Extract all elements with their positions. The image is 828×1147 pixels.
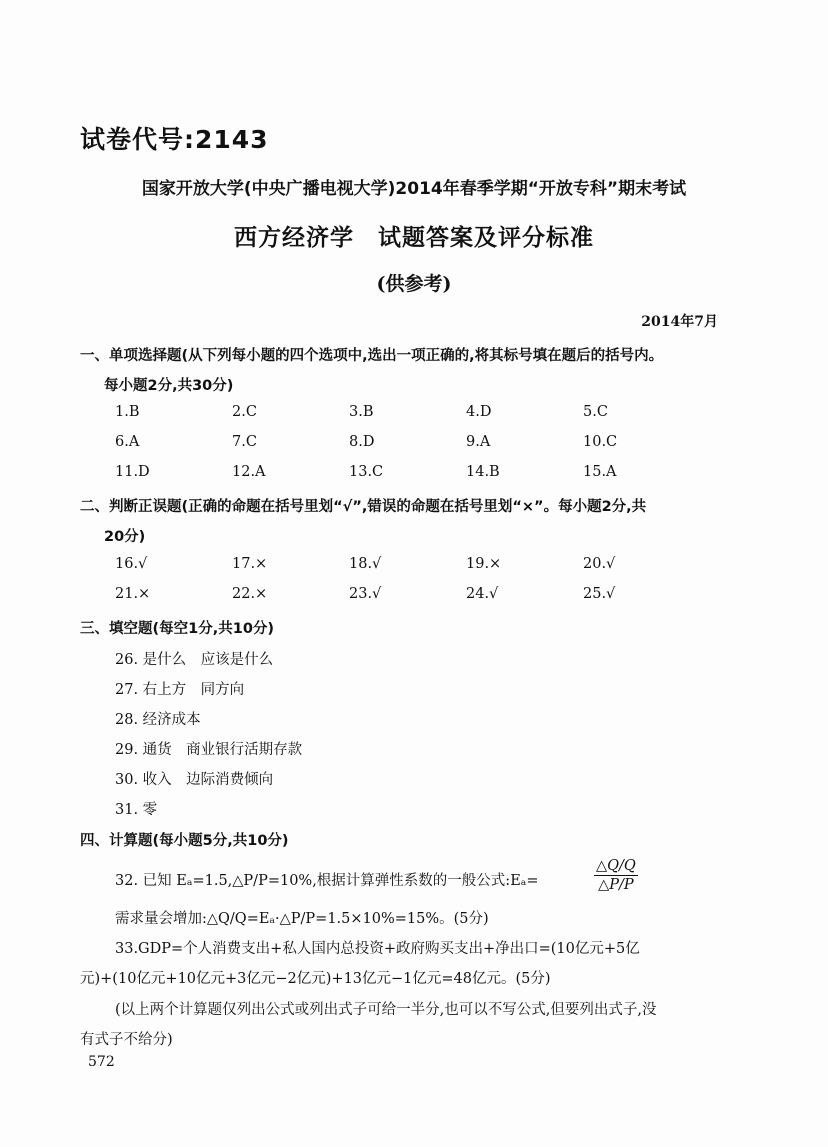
answer-item: 24.√ bbox=[466, 586, 499, 602]
section4-heading: 四、计算题(每小题5分,共10分) bbox=[80, 833, 289, 849]
answer-item: 18.√ bbox=[349, 556, 382, 572]
grading-note-line1: (以上两个计算题仅列出公式或列出式子可给一半分,也可以不写公式,但要列出式子,没 bbox=[115, 1002, 657, 1018]
answer-item: 15.A bbox=[583, 464, 617, 480]
fill-answer: 30. 收入 边际消费倾向 bbox=[115, 772, 274, 788]
answer-item: 21.× bbox=[115, 586, 151, 602]
grading-note-line2: 有式子不给分) bbox=[80, 1032, 173, 1048]
answer-item: 16.√ bbox=[115, 556, 148, 572]
section1-heading: 一、单项选择题(从下列每小题的四个选项中,选出一项正确的,将其标号填在题后的括号内。 bbox=[80, 348, 664, 364]
answer-item: 19.× bbox=[466, 556, 502, 572]
answer-item: 6.A bbox=[115, 434, 140, 450]
answer-item: 7.C bbox=[232, 434, 257, 450]
formula-numerator: △Q/Q bbox=[596, 858, 636, 874]
section2-heading-cont: 20分) bbox=[104, 529, 146, 545]
exam-date: 2014年7月 bbox=[641, 314, 718, 330]
page-number: 572 bbox=[88, 1054, 115, 1070]
section2-heading: 二、判断正误题(正确的命题在括号里划“√”,错误的命题在括号里划“×”。每小题2分,共 bbox=[80, 499, 647, 515]
fill-answer: 26. 是什么 应该是什么 bbox=[115, 652, 274, 668]
answer-item: 13.C bbox=[349, 464, 384, 480]
page-title: 西方经济学 试题答案及评分标准 bbox=[234, 224, 594, 251]
q32-text: 32. 已知 Eₐ=1.5,△P/P=10%,根据计算弹性系数的一般公式:Eₐ= bbox=[115, 873, 539, 889]
q33-line1: 33.GDP=个人消费支出+私人国内总投资+政府购买支出+净出口=(10亿元+5亿 bbox=[115, 941, 640, 957]
q33-line2: 元)+(10亿元+10亿元+3亿元−2亿元)+13亿元−1亿元=48亿元。(5分) bbox=[80, 971, 551, 987]
answer-item: 1.B bbox=[115, 404, 140, 420]
answer-item: 12.A bbox=[232, 464, 266, 480]
section3-heading: 三、填空题(每空1分,共10分) bbox=[80, 621, 275, 637]
fill-answer: 28. 经济成本 bbox=[115, 712, 201, 728]
answer-item: 9.A bbox=[466, 434, 491, 450]
answer-item: 5.C bbox=[583, 404, 608, 420]
answer-item: 25.√ bbox=[583, 586, 616, 602]
fill-answer: 29. 通货 商业银行活期存款 bbox=[115, 742, 303, 758]
formula-denominator: △P/P bbox=[598, 877, 634, 893]
answer-item: 22.× bbox=[232, 586, 268, 602]
section1-heading-cont: 每小题2分,共30分) bbox=[104, 378, 234, 394]
elasticity-formula bbox=[594, 858, 638, 893]
reference-note: (供参考) bbox=[376, 273, 452, 295]
answer-item: 10.C bbox=[583, 434, 618, 450]
fill-answer: 31. 零 bbox=[115, 802, 158, 818]
paper-code: 试卷代号:2143 bbox=[80, 125, 269, 154]
fill-answer: 27. 右上方 同方向 bbox=[115, 682, 245, 698]
answer-item: 11.D bbox=[115, 464, 150, 480]
answer-item: 23.√ bbox=[349, 586, 382, 602]
answer-item: 20.√ bbox=[583, 556, 616, 572]
answer-item: 4.D bbox=[466, 404, 492, 420]
answer-item: 3.B bbox=[349, 404, 374, 420]
answer-item: 14.B bbox=[466, 464, 500, 480]
q32-answer: 需求量会增加:△Q/Q=Eₐ·△P/P=1.5×10%=15%。(5分) bbox=[115, 911, 489, 927]
exam-institution: 国家开放大学(中央广播电视大学)2014年春季学期“开放专科”期末考试 bbox=[141, 179, 687, 199]
answer-item: 2.C bbox=[232, 404, 257, 420]
answer-item: 8.D bbox=[349, 434, 375, 450]
answer-item: 17.× bbox=[232, 556, 268, 572]
